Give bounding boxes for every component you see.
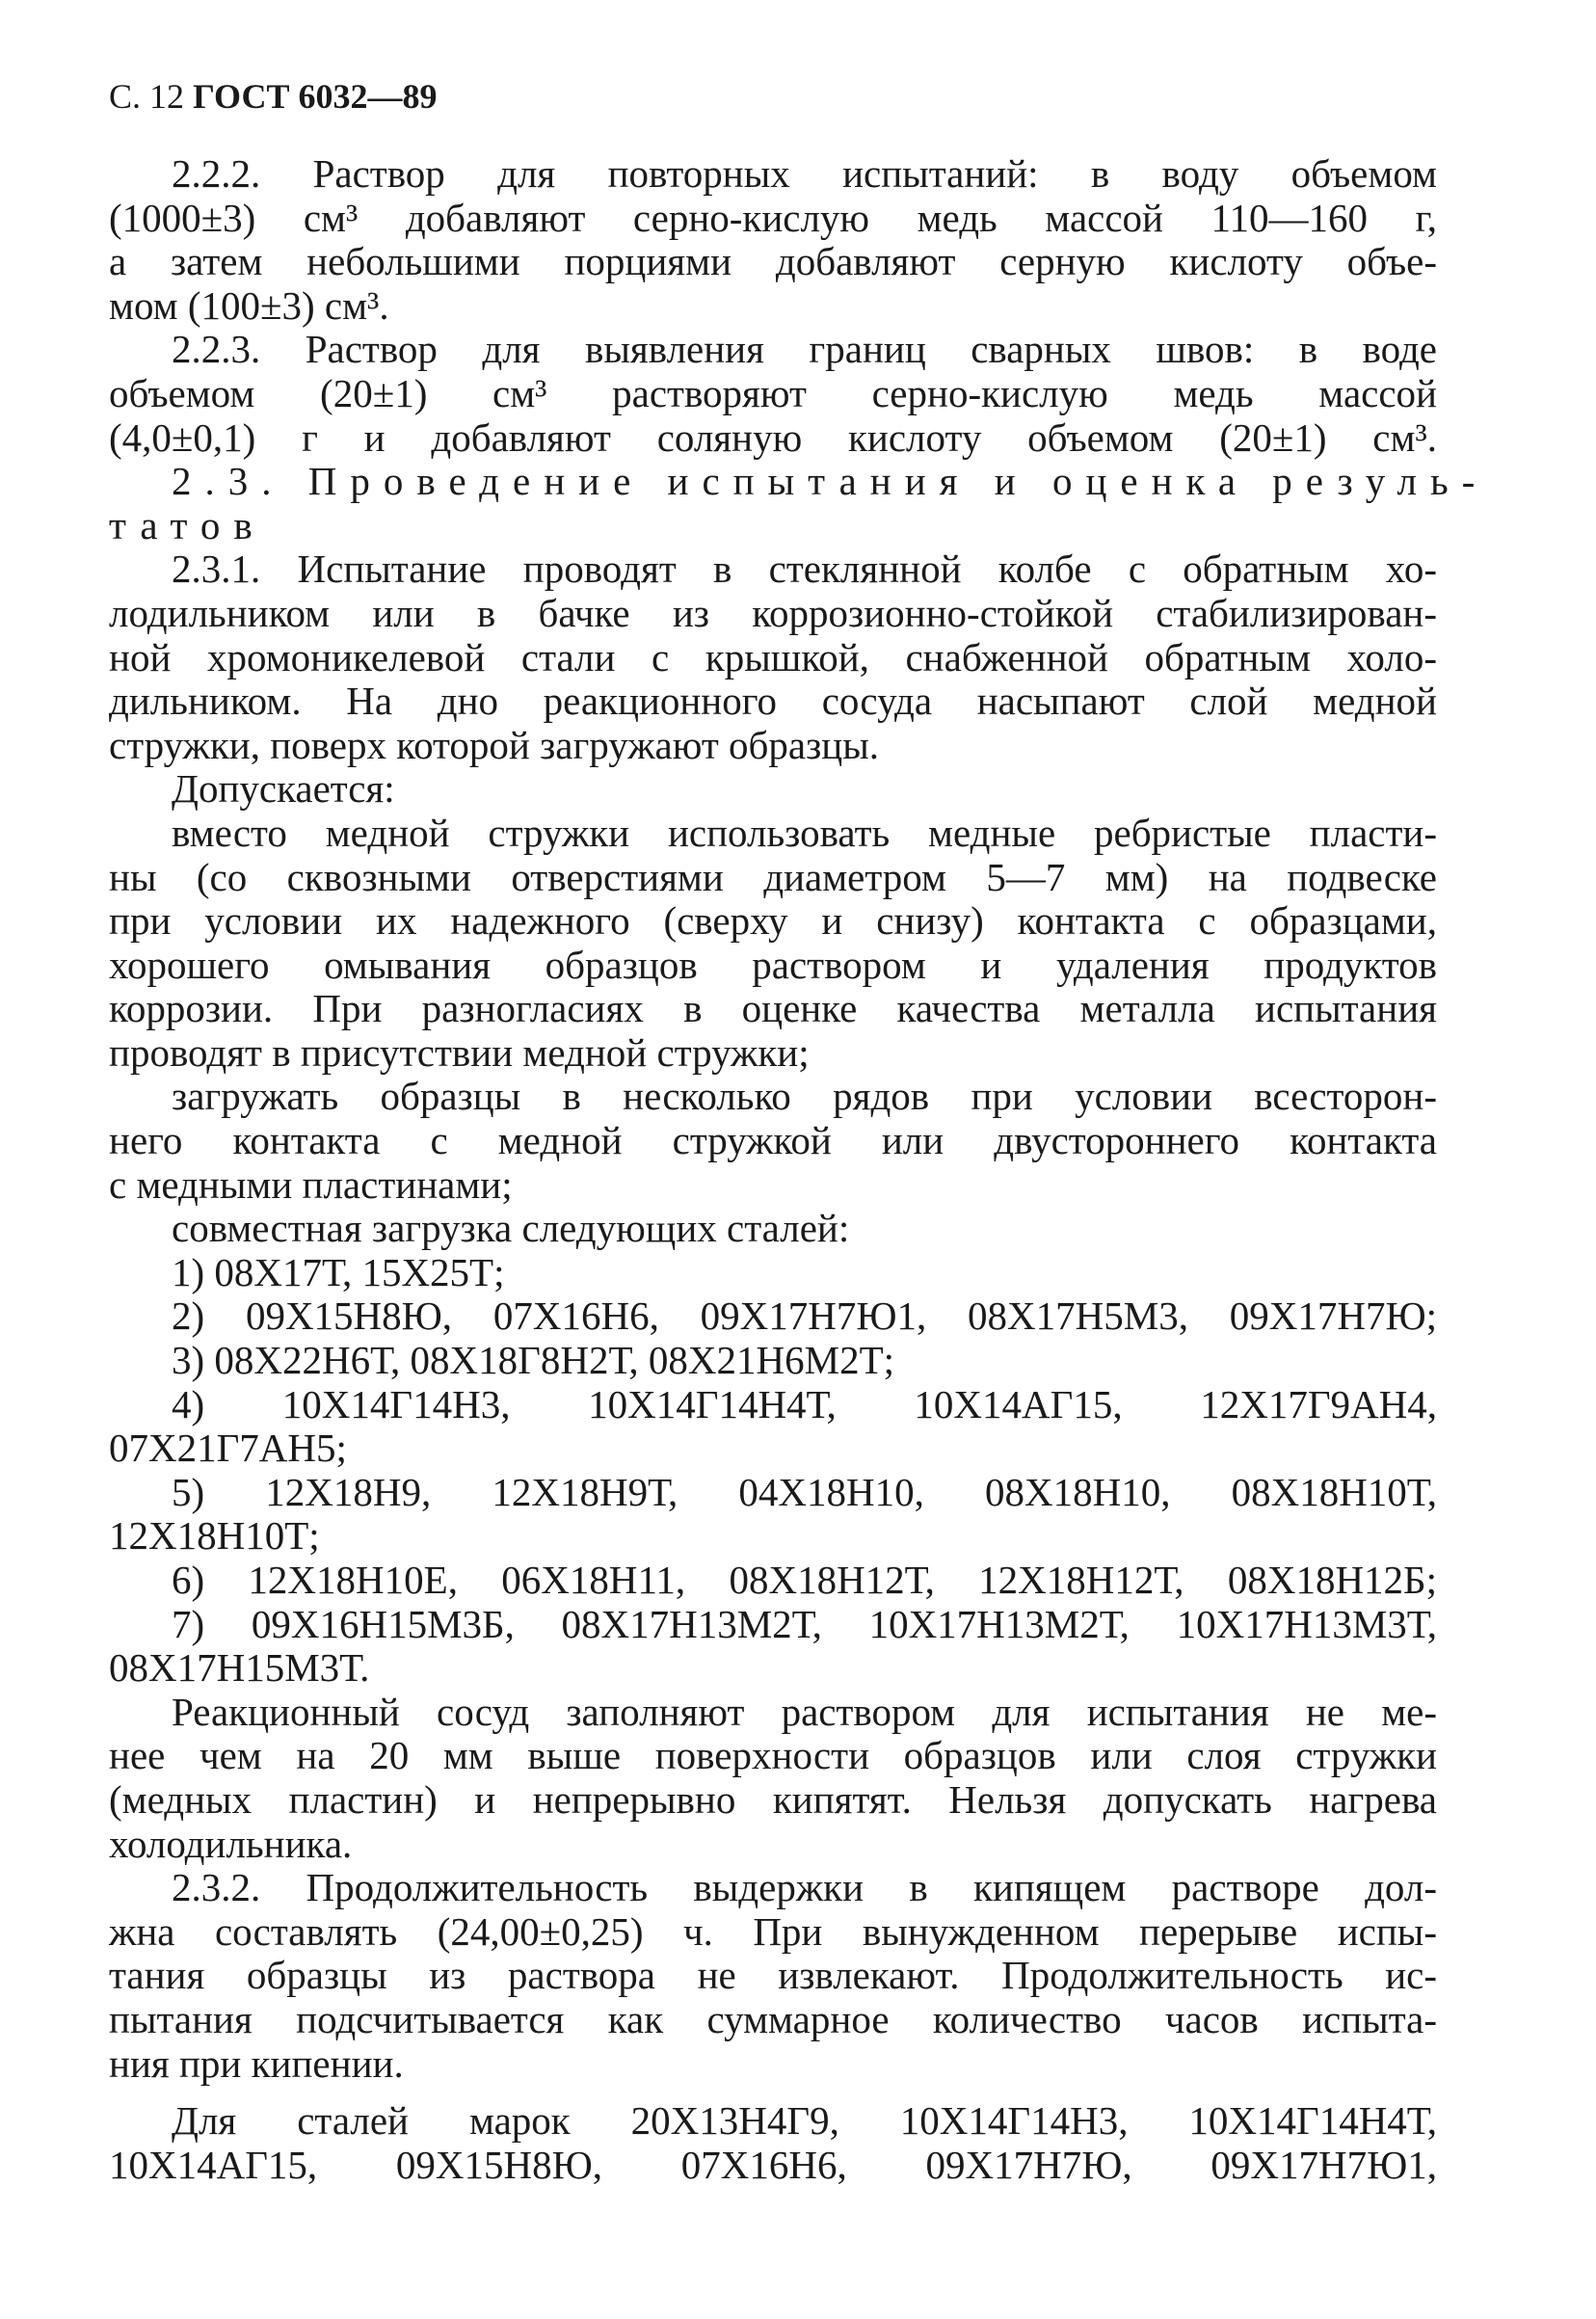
text-line: ной хромоникелевой стали с крышкой, снабженной обратным холо- bbox=[109, 634, 1437, 680]
text-line: Допускается: bbox=[172, 766, 395, 812]
text-line: 10Х14АГ15, 09Х15Н8Ю, 07Х16Н6, 09Х17Н7Ю, 09Х17Н7Ю1, bbox=[109, 2142, 1437, 2187]
text-line: (4,0±0,1) г и добавляют соляную кислоту объемом (20±1) см³. bbox=[109, 414, 1437, 460]
text-line: а затем небольшими порциями добавляют серную кислоту объе- bbox=[109, 239, 1437, 284]
text-line: 2.3.1. Испытание проводят в стеклянной колбе с обратным хо- bbox=[172, 546, 1437, 592]
text-line: коррозии. При разногласиях в оценке качества металла испытания bbox=[109, 986, 1437, 1031]
text-line: (медных пластин) и непрерывно кипятят. Нельзя допускать нагрева bbox=[109, 1776, 1437, 1822]
text-line: 08Х17Н15М3Т. bbox=[109, 1645, 370, 1691]
text-line: с медными пластинами; bbox=[109, 1161, 513, 1207]
text-line: ния при кипении. bbox=[109, 2040, 404, 2086]
text-line: вместо медной стружки использовать медные ребристые пласти- bbox=[172, 810, 1437, 855]
text-line: лодильником или в бачке из коррозионно-стойкой стабилизирован- bbox=[109, 590, 1437, 635]
body-text bbox=[109, 151, 1489, 2187]
paragraph-gap bbox=[109, 2086, 1437, 2099]
text-line: мом (100±3) см³. bbox=[109, 282, 389, 328]
text-line: 5) 12Х18Н9, 12Х18Н9Т, 04Х18Н10, 08Х18Н10, 08Х18Н10Т, bbox=[172, 1469, 1437, 1514]
text-line: загружать образцы в несколько рядов при условии всесторон- bbox=[172, 1074, 1437, 1119]
text-line: тания образцы из раствора не извлекают. Продолжительность ис- bbox=[109, 1953, 1437, 1998]
text-line: объемом (20±1) см³ растворяют серно-кислую медь массой bbox=[109, 370, 1437, 415]
page-header bbox=[109, 75, 437, 118]
text-line: татов bbox=[109, 502, 266, 547]
text-line: Реакционный сосуд заполняют раствором для испытания не ме- bbox=[172, 1689, 1437, 1734]
text-line: 12Х18Н10Т; bbox=[109, 1513, 320, 1559]
page-reference: С. 12 bbox=[109, 77, 185, 116]
text-line: стружки, поверх которой загружают образцы. bbox=[109, 722, 879, 767]
text-line: 3) 08Х22Н6Т, 08Х18Г8Н2Т, 08Х21Н6М2Т; bbox=[172, 1338, 895, 1383]
text-line: 6) 12Х18Н10Е, 06Х18Н11, 08Х18Н12Т, 12Х18Н12Т, 08Х18Н12Б; bbox=[172, 1558, 1437, 1602]
text-line: Для сталей марок 20Х13Н4Г9, 10Х14Г14Н3, 10Х14Г14Н4Т, bbox=[172, 2098, 1437, 2144]
text-line: жна составлять (24,00±0,25) ч. При вынужденном перерыве испы- bbox=[109, 1908, 1437, 1954]
text-line: 2.2.3. Раствор для выявления границ сварных швов: в воде bbox=[172, 327, 1437, 372]
standard-number: ГОСТ 6032—89 bbox=[193, 77, 438, 116]
text-line: 2) 09Х15Н8Ю, 07Х16Н6, 09Х17Н7Ю1, 08Х17Н5М3, 09Х17Н7Ю; bbox=[172, 1293, 1437, 1339]
text-line: него контакта с медной стружкой или двустороннего контакта bbox=[109, 1118, 1437, 1163]
text-line: проводят в присутствии медной стружки; bbox=[109, 1029, 810, 1075]
text-line: 07Х21Г7АН5; bbox=[109, 1426, 347, 1471]
text-line: совместная загрузка следующих сталей: bbox=[172, 1206, 850, 1251]
text-line: 4) 10Х14Г14Н3, 10Х14Г14Н4Т, 10Х14АГ15, 12Х17Г9АН4, bbox=[172, 1381, 1437, 1426]
text-line: холодильника. bbox=[109, 1821, 353, 1866]
text-line: 2.3.2. Продолжительность выдержки в кипящем растворе дол- bbox=[172, 1865, 1437, 1910]
text-line: (1000±3) см³ добавляют серно-кислую медь массой 110—160 г, bbox=[109, 195, 1437, 240]
text-line: пытания подсчитывается как суммарное количество часов испыта- bbox=[109, 1996, 1437, 2041]
text-line: 1) 08Х17Т, 15Х25Т; bbox=[172, 1249, 505, 1294]
text-line: 2.2.2. Раствор для повторных испытаний: в воду объемом bbox=[172, 151, 1437, 196]
text-line: хорошего омывания образцов раствором и удаления продуктов bbox=[109, 942, 1437, 987]
text-line: ны (со сквозными отверстиями диаметром 5—7 мм) на подвеске bbox=[109, 854, 1437, 899]
text-line: дильником. На дно реакционного сосуда насыпают слой медной bbox=[109, 679, 1437, 724]
text-line: 7) 09Х16Н15М3Б, 08Х17Н13М2Т, 10Х17Н13М2Т, 10Х17Н13М3Т, bbox=[172, 1601, 1437, 1646]
text-line: при условии их надежного (сверху и снизу) контакта с образцами, bbox=[109, 898, 1437, 944]
text-line: 2.3. Проведение испытания и оценка резуль- bbox=[172, 459, 1489, 504]
text-line: нее чем на 20 мм выше поверхности образцов или слоя стружки bbox=[109, 1733, 1437, 1778]
